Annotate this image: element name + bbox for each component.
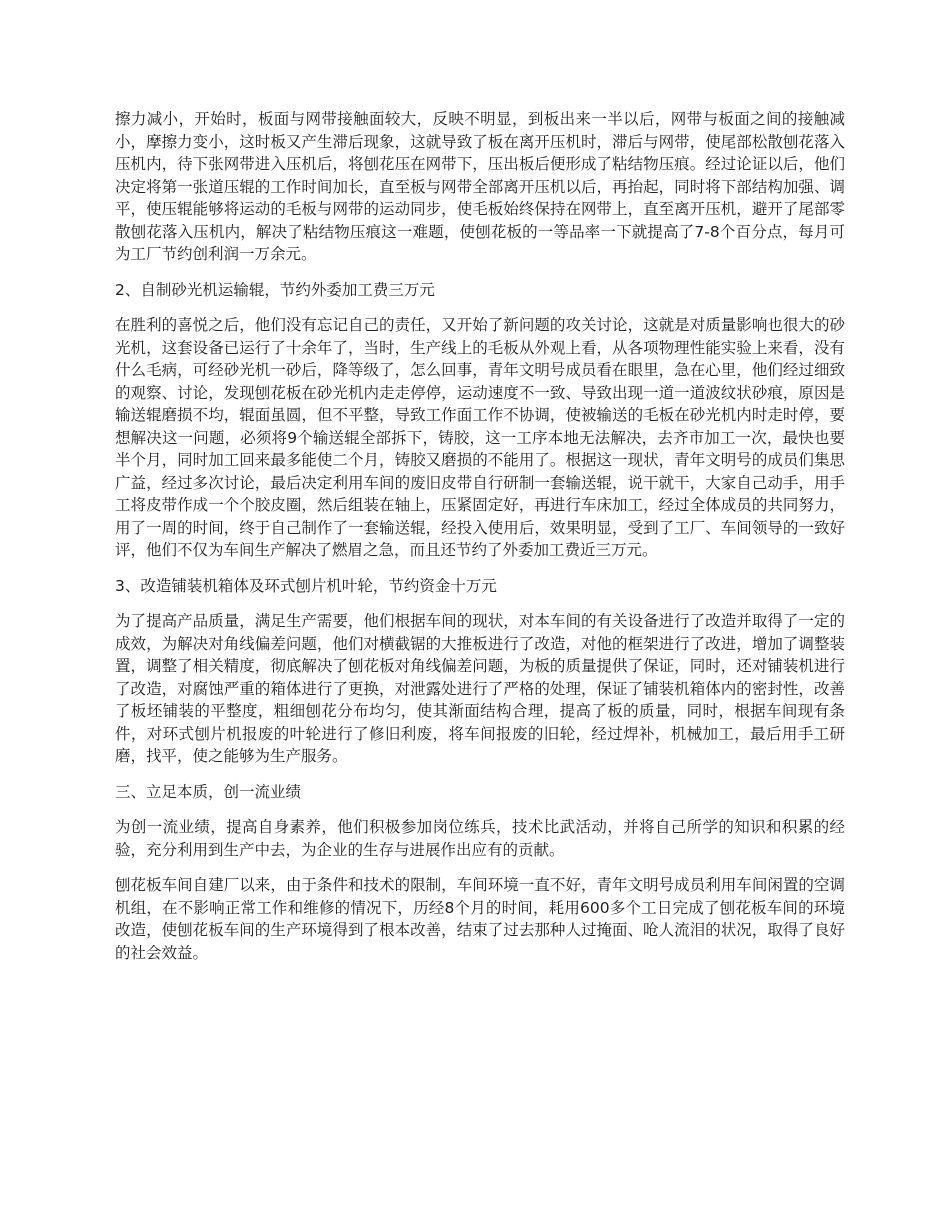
paragraph-2: 在胜利的喜悦之后，他们没有忘记自己的责任，又开始了新问题的攻关讨论，这就是对质量影响也很大的砂光机，这套设备已运行了十余年了，当时，生产线上的毛板从外观上看，从各项物理性能实验上来看，没有什么毛病，可经砂光机一砂后，降等级了，怎么回事，青年文明号成员看在眼里，急在心里，他们经过细致的观察、讨论，发现刨花板在砂光机内走走停停，运动速度不一致、导致出现一道一道波纹状砂痕，原因是输送辊磨损不均，辊面虽圆，但不平整，导致工作面工作不协调，使被输送的毛板在砂光机内时走时停，要想解决这一问题，必须将9个输送辊全部拆下，铸胶，这一工序本地无法解决，去齐市加工一次，最快也要半个月，同时加工回来最多能使二个月，铸胶又磨损的不能用了。根据这一现状，青年文明号的成员们集思广益，经过多次讨论，最后决定利用车间的废旧皮带自行研制一套输送辊，说干就干，大家自己动手，用手工将皮带作成一个个胶皮圈，然后组装在轴上，压紧固定好，再进行车床加工，经过全体成员的共同努力，用了一周的时间，终于自己制作了一套输送辊，经投入使用后，效果明显，受到了工厂、车间领导的一致好评，他们不仅为车间生产解决了燃眉之急，而且还节约了外委加工费近三万元。 — [115, 316, 845, 559]
paragraph-5: 刨花板车间自建厂以来，由于条件和技术的限制，车间环境一直不好，青年文明号成员利用车间闲置的空调机组，在不影响正常工作和维修的情况下，历经8个月的时间，耗用600多个工日完成了刨花板车间的环境改造，使刨花板车间的生产环境得到了根本改善，结束了过去那种人过掩面、呛人流泪的状况，取得了良好的社会效益。 — [115, 876, 845, 962]
paragraph-4: 为创一流业绩，提高自身素养，他们积极参加岗位练兵，技术比武活动，并将自己所学的知识和积累的经验，充分利用到生产中去，为企业的生存与进展作出应有的贡献。 — [115, 818, 845, 859]
document-body — [115, 108, 845, 964]
section-heading-2: 2、自制砂光机运输辊，节约外委加工费三万元 — [115, 280, 435, 299]
section-heading-3: 3、改造铺装机箱体及环式刨片机叶轮，节约资金十万元 — [115, 576, 497, 595]
paragraph-1: 擦力减小，开始时，板面与网带接触面较大，反映不明显，到板出来一半以后，网带与板面之间的接触减小，摩擦力变小，这时板又产生滞后现象，这就导致了板在离开压机时，滞后与网带，使尾部松散刨花落入压机内，待下张网带进入压机后，将刨花压在网带下，压出板后便形成了粘结物压痕。经过论证以后，他们决定将第一张道压辊的工作时间加长，直至板与网带全部离开压机以后，再抬起，同时将下部结构加强、调平，使压辊能够将运动的毛板与网带的运动同步，使毛板始终保持在网带上，直至离开压机，避开了尾部零散刨花落入压机内，解决了粘结物压痕这一难题，使刨花板的一等品率一下就提高了7-8个百分点，每月可为工厂节约创利润一万余元。 — [115, 110, 845, 263]
paragraph-3: 为了提高产品质量，满足生产需要，他们根据车间的现状，对本车间的有关设备进行了改造并取得了一定的成效，为解决对角线偏差问题，他们对横截锯的大推板进行了改造，对他的框架进行了改进，增加了调整装置，调整了相关精度，彻底解决了刨花板对角线偏差问题，为板的质量提供了保证，同时，还对铺装机进行了改造，对腐蚀严重的箱体进行了更换，对泄露处进行了严格的处理，保证了铺装机箱体内的密封性，改善了板坯铺装的平整度，粗细刨花分布均匀，使其渐面结构合理，提高了板的质量，同时，根据车间现有条件，对环式刨片机报废的叶轮进行了修旧利废，将车间报废的旧轮，经过焊补，机械加工，最后用手工研磨，找平，使之能够为生产服务。 — [115, 612, 845, 765]
section-heading-three: 三、立足本质，创一流业绩 — [115, 782, 302, 801]
